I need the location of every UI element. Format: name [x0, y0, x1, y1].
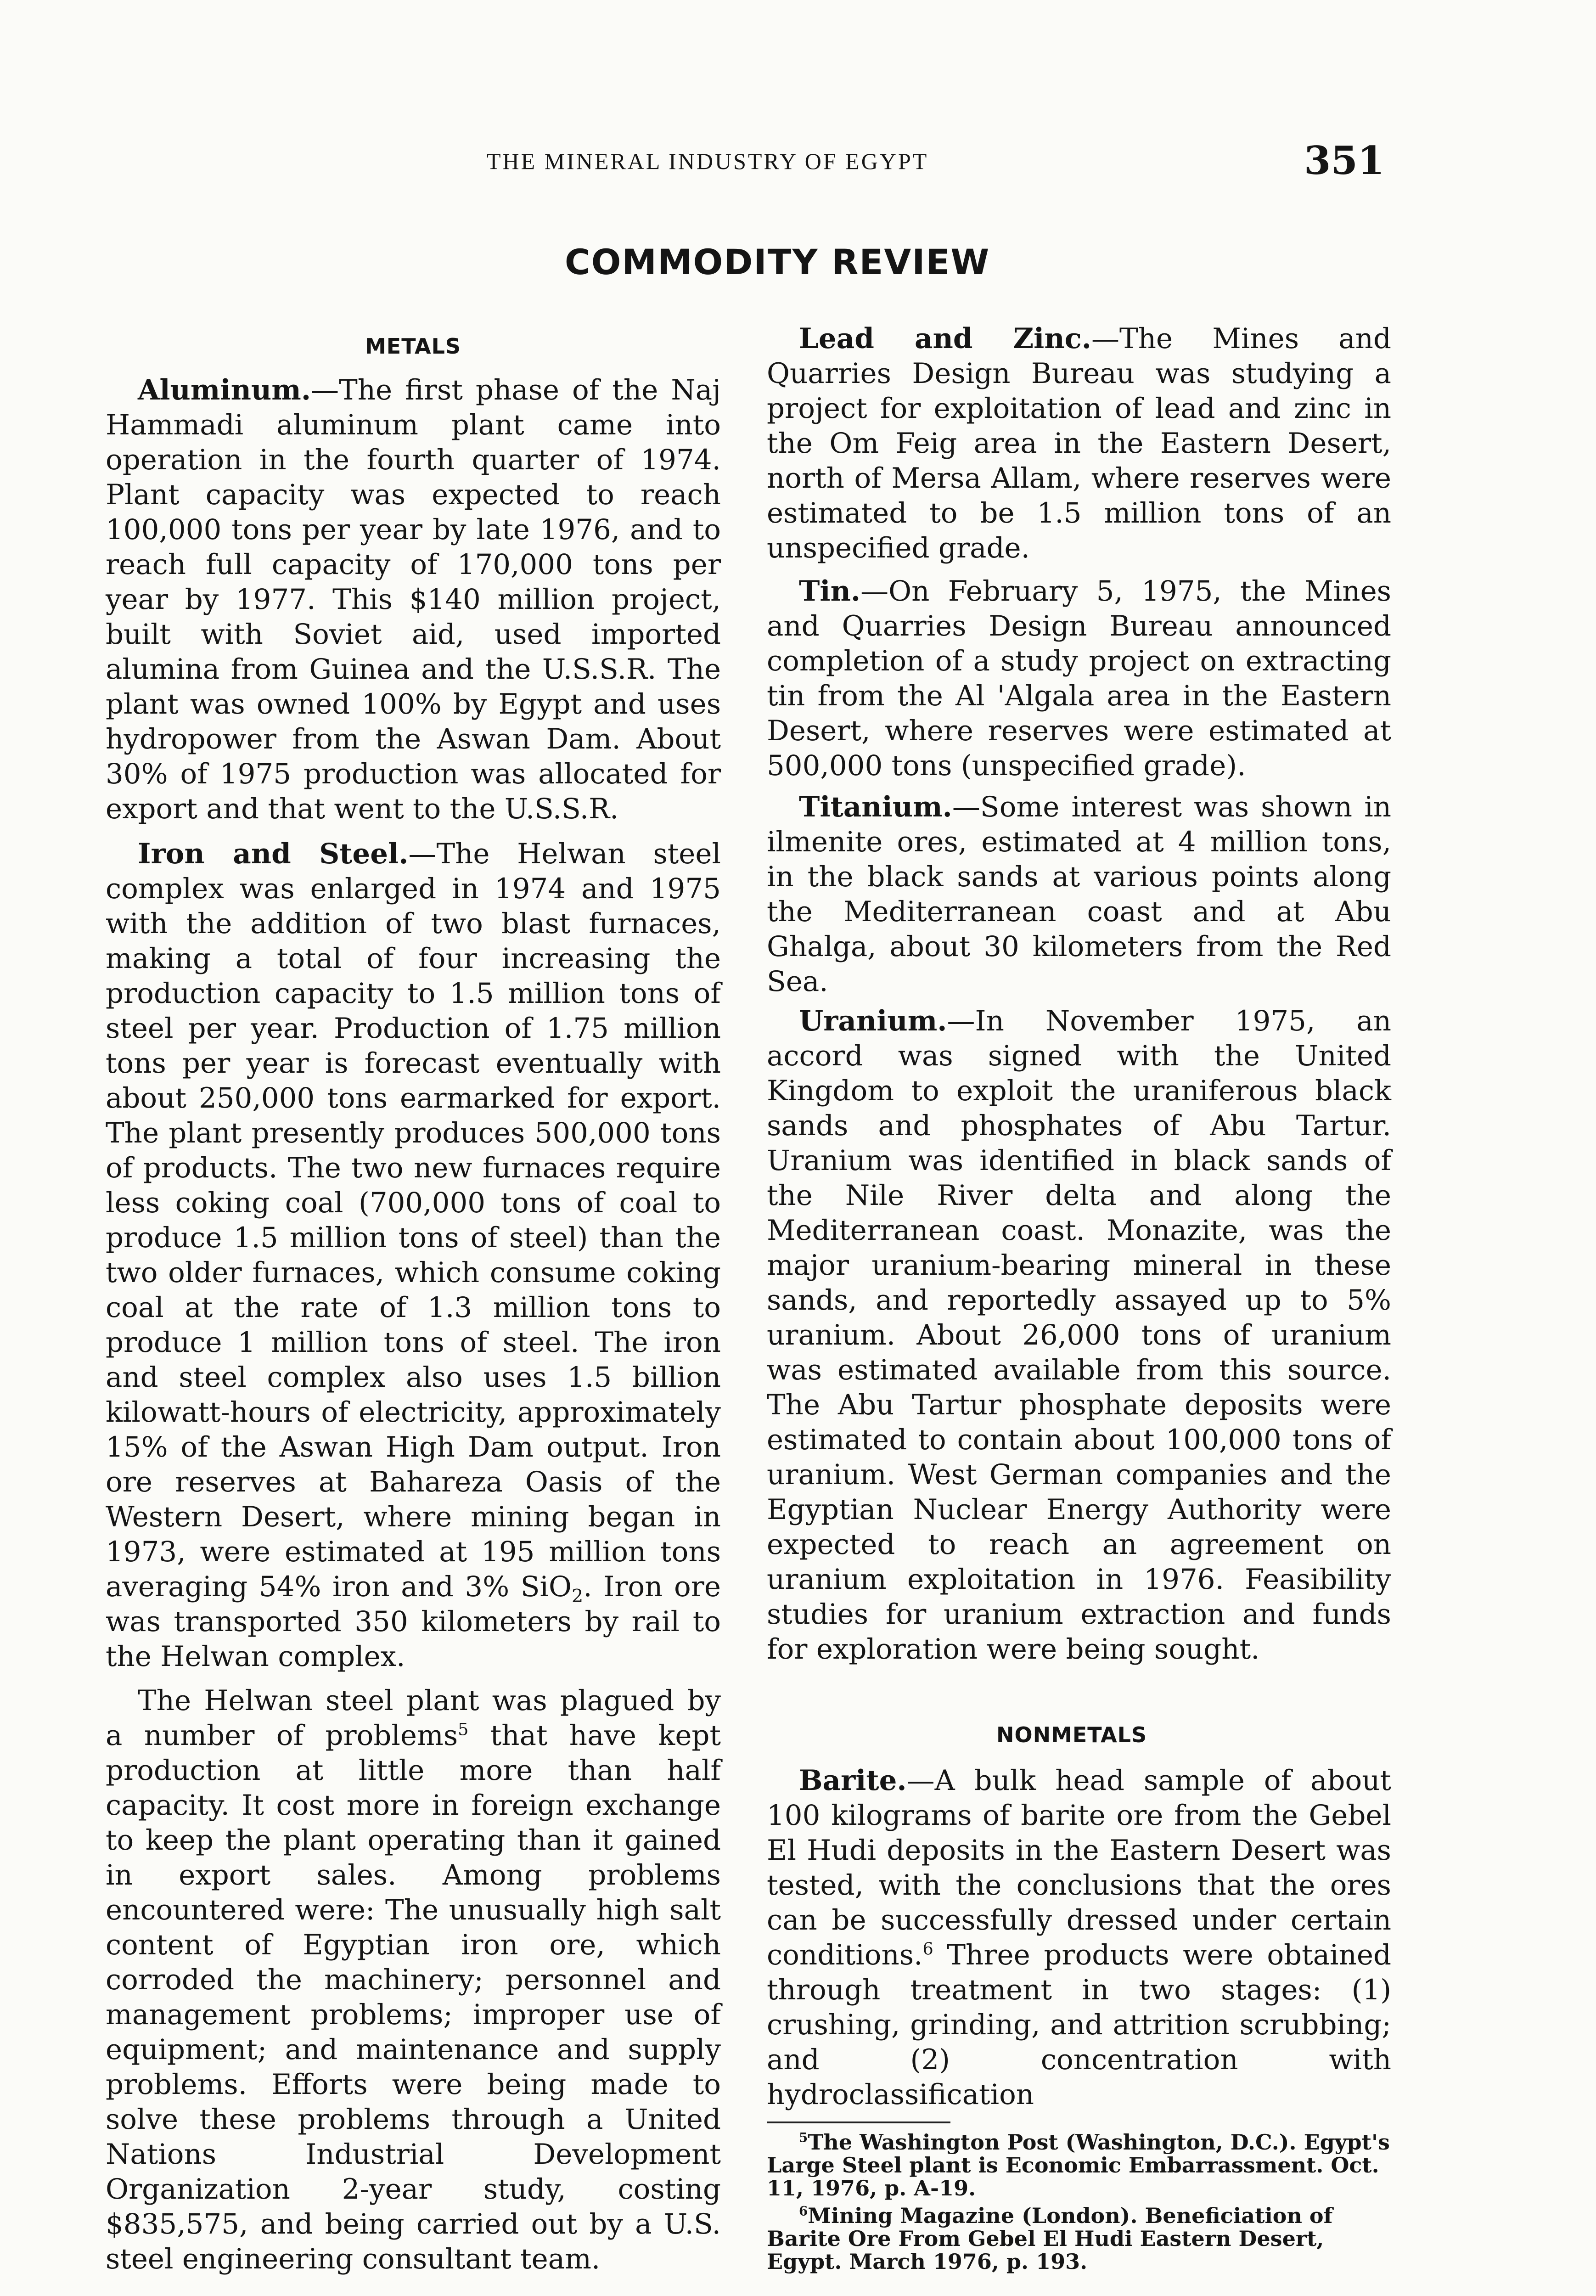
footnote-ref-6: 6: [922, 1939, 933, 1959]
footnote-divider: [767, 2122, 950, 2123]
footnote-5-number: 5: [799, 2130, 808, 2145]
barite-lead: Barite.: [799, 1764, 907, 1797]
barite-text-b: Three products were obtained through treatment in two stages: (1) crushing, grinding, and attrition scrubbing; and (2) concentration with hydroclassification: [767, 1939, 1391, 2111]
aluminum-lead: Aluminum.: [138, 374, 311, 406]
footnote-6: [767, 2204, 1400, 2273]
titanium-text: —Some interest was shown in ilmenite ores, estimated at 4 million tons, in the black sands at various points along the Mediterranean coast and at Abu Ghalga, about 30 kilometers from the Red Sea.: [767, 791, 1391, 998]
page-number: 351: [1304, 138, 1385, 183]
lead-zinc-paragraph: [767, 321, 1391, 566]
metals-heading: METALS: [365, 334, 461, 359]
iron-steel-subscript: 2: [572, 1586, 584, 1607]
tin-lead: Tin.: [799, 575, 861, 608]
review-title: COMMODITY REVIEW: [565, 242, 990, 282]
barite-text-a: —A bulk head sample of about 100 kilograms of barite ore from the Gebel El Hudi deposits in the Eastern Desert was tested, with the conclusions that the ores can be successfully dressed under certain conditions.: [767, 1764, 1391, 1971]
barite-paragraph: [767, 1763, 1391, 2112]
footnote-6-text: Mining Magazine (London). Beneficiation of Barite Ore From Gebel El Hudi Eastern Desert, Egypt. March 1976, p. 193.: [767, 2203, 1333, 2274]
tin-text: —On February 5, 1975, the Mines and Quarries Design Bureau announced completion of a study project on extracting tin from the Al 'Algala area in the Eastern Desert, where reserves were estimated at 500,000 tons (unspecified grade).: [767, 575, 1391, 782]
uranium-lead: Uranium.: [799, 1005, 947, 1037]
titanium-lead: Titanium.: [799, 791, 952, 823]
aluminum-text: —The first phase of the Naj Hammadi aluminum plant came into operation in the fourth quarter of 1974. Plant capacity was expected to reach 100,000 tons per year by late 1976, and to reach full capacity of 170,000 tons per year by 1977. This $140 million project, built with Soviet aid, used imported alumina from Guinea and the U.S.S.R. The plant was owned 100% by Egypt and uses hydropower from the Aswan Dam. About 30% of 1975 production was allocated for export and that went to the U.S.S.R.: [106, 374, 721, 825]
tin-paragraph: [767, 574, 1391, 783]
footnote-6-number: 6: [799, 2203, 808, 2219]
uranium-text: —In November 1975, an accord was signed with the United Kingdom to exploit the uraniferous black sands and phosphates of Abu Tartur. Uranium was identified in black sands of the Nile River delta and along the Mediterranean coast. Monazite, was the major uranium-bearing mineral in these sands, and reportedly assayed up to 5% uranium. About 26,000 tons of uranium was estimated available from this source. The Abu Tartur phosphate deposits were estimated to contain about 100,000 tons of uranium. West German companies and the Egyptian Nuclear Energy Authority were expected to reach an agreement on uranium exploitation in 1976. Feasibility studies for uranium extraction and funds for exploration were being sought.: [767, 1005, 1391, 1666]
aluminum-paragraph: [106, 373, 721, 827]
iron-steel-text-b: . Iron ore was transported 350 kilometers by rail to the Helwan complex.: [106, 1570, 721, 1673]
lead-zinc-lead: Lead and Zinc.: [799, 322, 1092, 355]
running-head: THE MINERAL INDUSTRY OF EGYPT: [487, 148, 929, 174]
lead-zinc-text: —The Mines and Quarries Design Bureau was studying a project for exploitation of lead and zinc in the Om Feig area in the Eastern Desert, north of Mersa Allam, where reserves were estimated to be 1.5 million tons of an unspecified grade.: [767, 322, 1391, 564]
iron-steel-lead: Iron and Steel.: [138, 838, 409, 870]
footnote-ref-5: 5: [458, 1719, 469, 1739]
helwan-text-a: The Helwan steel plant was plagued by a number of problems: [106, 1684, 721, 1752]
helwan-text-b: that have kept production at little more than half capacity. It cost more in foreign exchange to keep the plant operating than it gained in export sales. Among problems encountered were: The unusually high salt content of Egyptian iron ore, which corroded the machinery; personnel and management problems; improper use of equipment; and maintenance and supply problems. Efforts were being made to solve these problems through a United Nations Industrial Development Organization 2-year study, costing $835,575, and being carried out by a U.S. steel engineering consultant team.: [106, 1719, 721, 2275]
nonmetals-heading: NONMETALS: [996, 1722, 1147, 1747]
iron-steel-text-a: —The Helwan steel complex was enlarged in 1974 and 1975 with the addition of two blast furnaces, making a total of four increasing the production capacity to 1.5 million tons of steel per year. Production of 1.75 million tons per year is forecast eventually with about 250,000 tons earmarked for export. The plant presently produces 500,000 tons of products. The two new furnaces require less coking coal (700,000 tons of coal to produce 1.5 million tons of steel) than the two older furnaces, which consume coking coal at the rate of 1.3 million tons to produce 1 million tons of steel. The iron and steel complex also uses 1.5 billion kilowatt-hours of electricity, approximately 15% of the Aswan High Dam output. Iron ore reserves at Bahareza Oasis of the Western Desert, where mining began in 1973, were estimated at 195 million tons averaging 54% iron and 3% SiO: [106, 838, 721, 1603]
titanium-paragraph: [767, 790, 1391, 999]
uranium-paragraph: [767, 1004, 1391, 1667]
footnote-5-text: The Washington Post (Washington, D.C.). Egypt's Large Steel plant is Economic Embarrassment. Oct. 11, 1976, p. A-19.: [767, 2130, 1390, 2200]
helwan-paragraph: [106, 1683, 721, 2277]
iron-steel-paragraph: [106, 837, 721, 1674]
footnote-5: [767, 2131, 1400, 2200]
